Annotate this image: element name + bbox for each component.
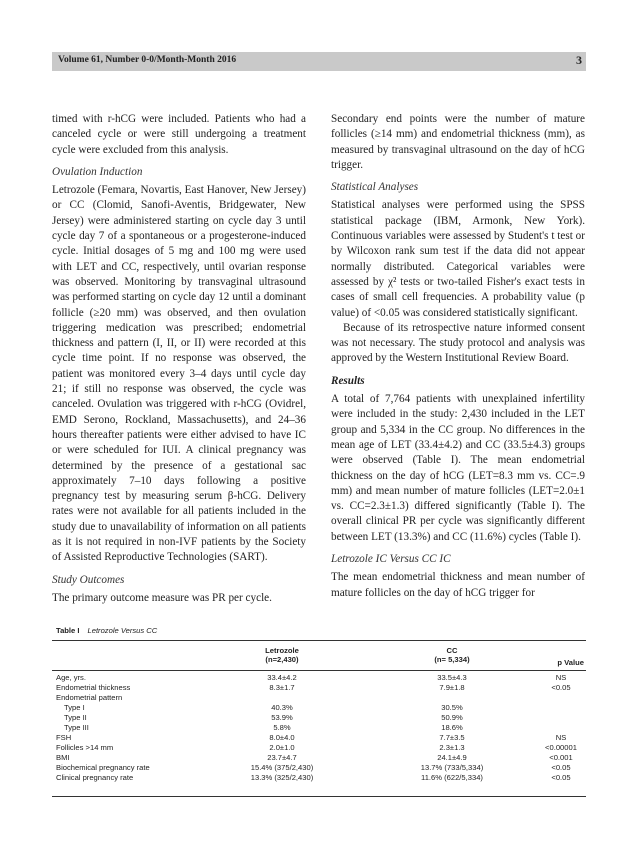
paragraph: Statistical analyses were performed using the SPSS statistical package (IBM, Armonk, New York). Continuous variables were assessed by Student's t test or by Wilcoxon rank sum test if the data did not appear normally distributed. Categorical variables were assessed by χ² tests or two-tailed Fisher's exact tests in cases of small cell frequencies. A probability value (p value) of <0.05 was considered statistically significant. xyxy=(331,199,585,319)
paragraph: Letrozole (Femara, Novartis, East Hanover, New Jersey) or CC (Clomid, Sanofi-Aventis, Bridgewater, New Jersey) were administered starting on cycle day 3 until cycle day 7 of a spontaneous or a progesterone-induced cycle. Initial dosages of 5 mg and 100 mg were used with LET and CC, respectively, until ovarian response was observed. Monitoring by transvaginal ultrasound was performed starting on cycle day 12 until a dominant follicle (≥20 mm) was observed, and then ovulation triggering medication was prescribed; endometrial thickness and pattern (I, II, or II) were recorded at this cycle time point. If no response was observed, the patient was monitored every 3–4 days until cycle day 21; if still no response was observed, the cycle was canceled. Ovulation was triggered with r-hCG (Ovidrel, EMD Serono, Rockland, Massachusetts), and 24–36 hours thereafter patients were either advised to have IC or were scheduled for IUI. A clinical pregnancy was determined by the presence of a gestational sac approximately 7–10 days following a positive pregnancy test by measuring serum β-hCG. Delivery rates were not available for all patients included in the study due to unavailability of information on all patients as it is not required in non-IVF patients by the Society of Assisted Reproductive Technologies (SART). xyxy=(52,184,306,564)
table-row xyxy=(52,713,586,723)
row-label: Biochemical pregnancy rate xyxy=(56,763,150,772)
paragraph: The primary outcome measure was PR per cycle. xyxy=(52,591,272,604)
table-row xyxy=(52,683,586,693)
row-label: FSH xyxy=(56,733,72,742)
cc-value: 7.9±1.8 xyxy=(439,683,465,692)
cc-value: 7.7±3.5 xyxy=(439,733,465,742)
cc-value: 50.9% xyxy=(441,713,463,722)
p-value: NS xyxy=(555,733,567,742)
row-label: Type I xyxy=(64,703,85,712)
cc-value: 24.1±4.9 xyxy=(437,753,467,762)
table-row xyxy=(52,773,586,783)
header-letrozole-label: Letrozole xyxy=(265,646,299,655)
running-header xyxy=(52,52,586,71)
paragraph: A total of 7,764 patients with unexplained infertility were included in the study: 2,430 included in the LET group and 5,334 in the CC group. No differences in the mean age of LET (33.4±4.2) and CC (33.5±4.3) groups were observed (Table I). The mean endometrial thickness on the day of hCG (LET=8.3 mm vs. CC=.9 mm) and mean number of mature follicles (LET=2.0±1 vs. CC=2.3±1.3) differed significantly (Table I). The overall clinical PR per cycle was significantly different between LET (13.3%) and CC (11.6%) cycles (Table I). xyxy=(331,393,585,543)
table-body xyxy=(52,673,586,783)
table-title xyxy=(56,626,157,635)
column-header-p-value: p Value xyxy=(557,658,584,667)
paragraph: Because of its retrospective nature informed consent was not necessary. The study protocol and analysis was approved by the Western Institutional Review Board. xyxy=(331,321,585,365)
p-value: <0.05 xyxy=(551,763,571,772)
table-bottom-rule xyxy=(52,796,586,797)
letrozole-value: 23.7±4.7 xyxy=(267,753,297,762)
cc-value: 18.6% xyxy=(441,723,463,732)
cc-value: 30.5% xyxy=(441,703,463,712)
subheading-statistical-analyses: Statistical Analyses xyxy=(331,181,419,194)
cc-value: 11.6% (622/5,334) xyxy=(421,773,483,782)
row-label: Follicles >14 mm xyxy=(56,743,114,752)
table-header-rule xyxy=(52,670,586,671)
table-row xyxy=(52,723,586,733)
p-value: <0.00001 xyxy=(545,743,577,752)
subheading-study-outcomes: Study Outcomes xyxy=(52,573,125,586)
letrozole-value: 40.3% xyxy=(271,703,293,712)
letrozole-value: 2.0±1.0 xyxy=(269,743,295,752)
row-label: Type III xyxy=(64,723,89,732)
cc-value: 33.5±4.3 xyxy=(437,673,467,682)
row-label: Clinical pregnancy rate xyxy=(56,773,134,782)
table-number: Table I xyxy=(56,626,80,635)
journal-volume-line: Volume 61, Number 0-0/Month-Month 2016 xyxy=(58,55,237,65)
letrozole-value: 33.4±4.2 xyxy=(267,673,297,682)
column-header-cc xyxy=(392,646,512,664)
letrozole-value: 5.8% xyxy=(273,723,291,732)
table-row xyxy=(52,733,586,743)
subheading-ovulation-induction: Ovulation Induction xyxy=(52,165,143,178)
table-caption: Letrozole Versus CC xyxy=(87,626,158,635)
left-column xyxy=(52,112,306,606)
header-cc-label: CC xyxy=(446,646,458,655)
letrozole-value: 53.9% xyxy=(271,713,293,722)
table-row xyxy=(52,693,586,703)
table-row xyxy=(52,673,586,683)
table-row xyxy=(52,703,586,713)
subheading-letrozole-ic: Letrozole IC Versus CC IC xyxy=(331,553,451,566)
cc-value: 2.3±1.3 xyxy=(439,743,465,752)
cc-value: 13.7% (733/5,334) xyxy=(420,763,484,772)
paragraph: Secondary end points were the number of mature follicles (≥14 mm) and endometrial thickness (mm), as measured by transvaginal ultrasound on the day of hCG trigger. xyxy=(331,113,585,171)
table-row xyxy=(52,763,586,773)
table-row xyxy=(52,753,586,763)
letrozole-value: 13.3% (325/2,430) xyxy=(250,773,314,782)
letrozole-value: 15.4% (375/2,430) xyxy=(250,763,314,772)
column-header-letrozole xyxy=(222,646,342,664)
row-label: Endometrial pattern xyxy=(56,693,123,702)
page-number: 3 xyxy=(576,53,582,67)
table-top-rule xyxy=(52,640,586,641)
row-label: BMI xyxy=(56,753,70,762)
section-heading-results: Results xyxy=(331,374,365,387)
header-letrozole-n: (n=2,430) xyxy=(265,655,299,664)
letrozole-value: 8.3±1.7 xyxy=(269,683,295,692)
p-value: NS xyxy=(555,673,567,682)
row-label: Age, yrs. xyxy=(56,673,86,682)
p-value: <0.05 xyxy=(551,683,571,692)
right-column xyxy=(331,112,585,601)
letrozole-value: 8.0±4.0 xyxy=(269,733,295,742)
p-value: <0.001 xyxy=(549,753,573,762)
row-label: Endometrial thickness xyxy=(56,683,131,692)
paragraph: The mean endometrial thickness and mean number of mature follicles on the day of hCG trigger for xyxy=(331,571,585,599)
row-label: Type II xyxy=(64,713,87,722)
p-value: <0.05 xyxy=(551,773,571,782)
paragraph: timed with r-hCG were included. Patients who had a canceled cycle or were still undergoing a treatment cycle were excluded from this analysis. xyxy=(52,113,306,156)
table-row xyxy=(52,743,586,753)
header-cc-n: (n= 5,334) xyxy=(434,655,470,664)
